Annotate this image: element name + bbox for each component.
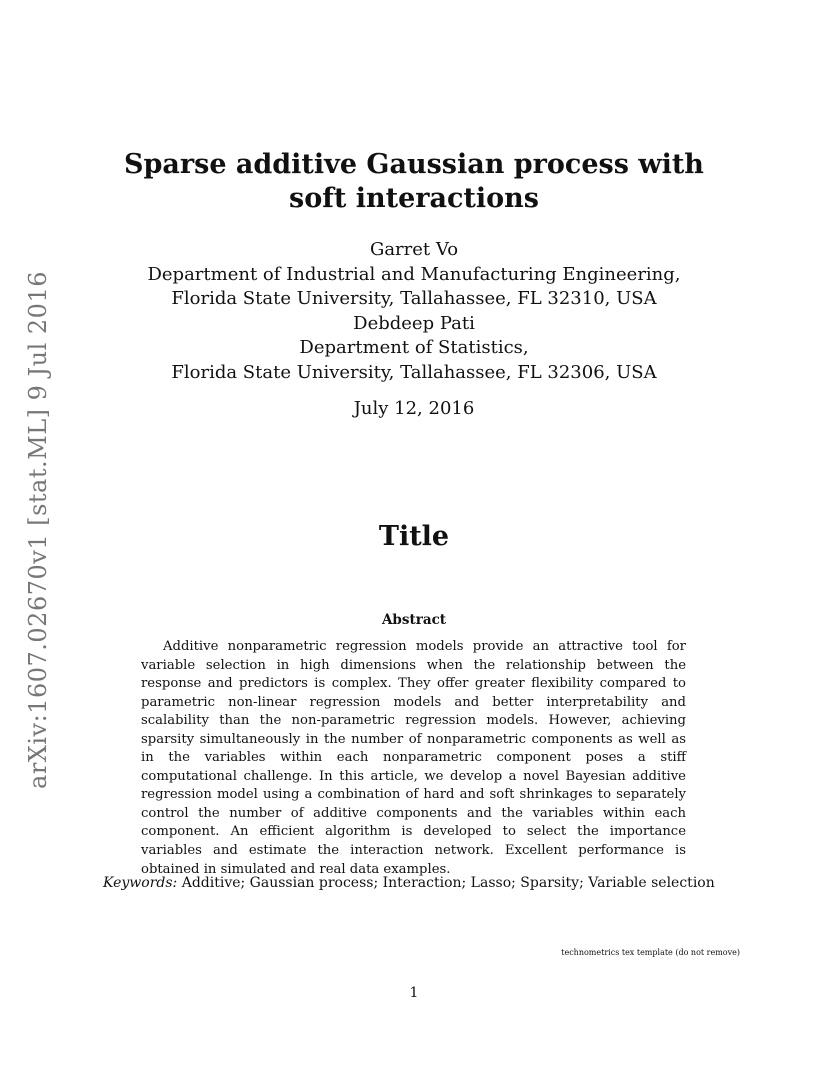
- keywords-line: [103, 875, 743, 891]
- abstract-heading: Abstract: [381, 612, 447, 628]
- abstract-text: Additive nonparametric regression models provide an attractive tool for variable selection in high dimensions when the relationship between the response and predictors is complex. They offer greater flexibility compared to parametric non-linear regression models and better interpretability and scalability than the non-parametric regression models. However, achieving sparsity simultaneously in the number of nonparametric components as well as in the variables within each nonparametric component poses a stiff computational challenge. In this article, we develop a novel Bayesian additive regression model using a combination of hard and soft shrinkages to separately control the number of additive components and the variables within each component. An efficient algorithm is developed to select the importance variables and estimate the interaction network. Excellent performance is obtained in simulated and real data examples.: [141, 639, 686, 877]
- author-affiliation: Department of Statistics,: [299, 337, 529, 358]
- author-name: Debdeep Pati: [353, 312, 475, 334]
- arxiv-identifier: arXiv:1607.02670v1 [stat.ML] 9 Jul 2016: [24, 271, 52, 789]
- author-name: Garret Vo: [369, 239, 459, 260]
- author-affiliation: Florida State University, Tallahassee, FL 32306, USA: [171, 361, 657, 383]
- section-title: Title: [378, 521, 450, 552]
- author-block: [80, 238, 748, 385]
- page-number: 1: [409, 985, 419, 1001]
- paper-title: Sparse additive Gaussian process with soft interactions: [124, 149, 704, 214]
- author-affiliation: Department of Industrial and Manufacturing Engineering,: [147, 263, 681, 285]
- template-note: technometrics tex template (do not remove): [561, 948, 740, 957]
- keywords-list: Additive; Gaussian process; Interaction; Lasso; Sparsity; Variable selection: [181, 875, 715, 891]
- author-affiliation: Florida State University, Tallahassee, FL 32310, USA: [171, 288, 657, 309]
- keywords-label: Keywords:: [103, 875, 178, 891]
- paper-date: July 12, 2016: [353, 398, 475, 419]
